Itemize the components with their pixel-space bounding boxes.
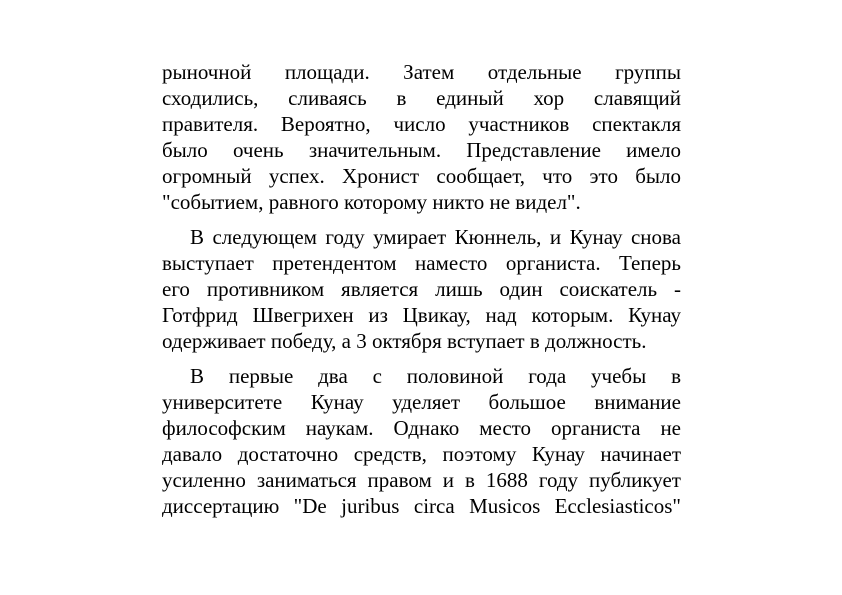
text-line: рыночной площади. Затем отдельные группы bbox=[162, 60, 681, 84]
text-line: усиленно заниматься правом и в 1688 году публикует bbox=[162, 468, 681, 492]
document-text bbox=[162, 59, 681, 519]
text-line: выступает претендентом наместо органиста. Теперь bbox=[162, 251, 681, 275]
text-line: философским наукам. Однако место органиста не bbox=[162, 416, 681, 440]
text-line: его противником является лишь один соискатель - bbox=[162, 277, 681, 301]
paragraph-1 bbox=[162, 59, 681, 215]
text-line: университете Кунау уделяет большое внимание bbox=[162, 390, 681, 414]
text-line: Готфрид Швегрихен из Цвикау, над которым. Кунау bbox=[162, 303, 681, 327]
text-line: В следующем году умирает Кюннель, и Кунау снова bbox=[190, 225, 681, 249]
paragraph-3 bbox=[162, 363, 681, 519]
text-line: давало достаточно средств, поэтому Кунау начинает bbox=[162, 442, 681, 466]
text-line: огромный успех. Хронист сообщает, что это было bbox=[162, 164, 681, 188]
text-line: диссертацию "De juribus circa Musicos Ecclesiasticos" bbox=[162, 494, 681, 518]
text-line: сходились, сливаясь в единый хор славящий bbox=[162, 86, 681, 110]
paragraph-2 bbox=[162, 224, 681, 354]
text-line: было очень значительным. Представление имело bbox=[162, 138, 681, 162]
text-line: правителя. Вероятно, число участников спектакля bbox=[162, 112, 681, 136]
text-line: "событием, равного которому никто не видел". bbox=[162, 190, 581, 214]
text-line: В первые два с половиной года учебы в bbox=[190, 364, 681, 388]
text-line: одерживает победу, а 3 октября вступает в должность. bbox=[162, 329, 647, 353]
